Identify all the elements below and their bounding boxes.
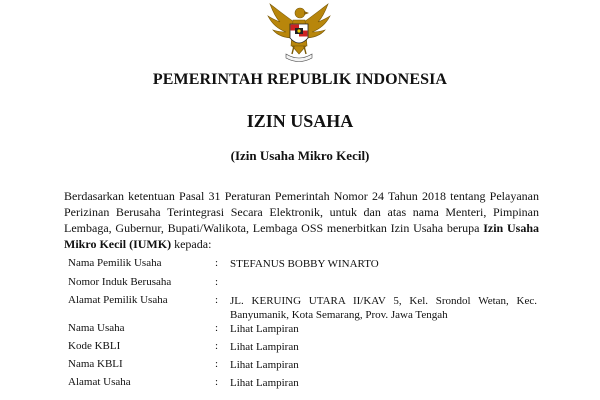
- field-value: Lihat Lampiran: [230, 359, 299, 371]
- intro-bold-text: Izin Usaha Mikro Kecil (IUMK): [64, 221, 539, 251]
- garuda-emblem-icon: [264, 2, 334, 66]
- field-value: JL. KERUING UTARA II/KAV 5, Kel. Srondol Wetan, Kec. Banyumanik, Kota Semarang, Prov. Jawa Tengah: [230, 295, 537, 321]
- field-value: Lihat Lampiran: [230, 323, 299, 335]
- field-colon: :: [215, 358, 219, 370]
- field-value: Lihat Lampiran: [230, 377, 299, 389]
- field-label: Alamat Pemilik Usaha: [68, 294, 168, 306]
- field-colon: :: [215, 257, 219, 269]
- field-label: Nama Usaha: [68, 322, 125, 334]
- field-label: Kode KBLI: [68, 340, 121, 352]
- intro-text-end: kepada:: [171, 237, 212, 251]
- intro-text: Berdasarkan ketentuan Pasal 31 Peraturan Pemerintah Nomor 24 Tahun 2018 tentang Pelayanan Perizinan Berusaha Terintegrasi Secara Elektronik, untuk dan atas nama Menteri, Pimpinan Lembaga, Gubernur, Bupati/Walikota, Lembaga OSS menerbitkan Izin Usaha berupa: [64, 189, 539, 235]
- field-value: STEFANUS BOBBY WINARTO: [230, 258, 379, 270]
- document-title: IZIN USAHA: [246, 111, 354, 131]
- field-label: Nama Pemilik Usaha: [68, 257, 162, 269]
- field-label: Alamat Usaha: [68, 376, 131, 388]
- intro-paragraph: [64, 188, 539, 252]
- field-colon: :: [215, 376, 219, 388]
- field-colon: :: [215, 340, 219, 352]
- government-heading: PEMERINTAH REPUBLIK INDONESIA: [152, 71, 448, 88]
- field-colon: :: [215, 276, 219, 288]
- field-colon: :: [215, 294, 219, 306]
- field-colon: :: [215, 322, 219, 334]
- field-label: Nama KBLI: [68, 358, 123, 370]
- document-subtitle: (Izin Usaha Mikro Kecil): [230, 148, 370, 163]
- field-label: Nomor Induk Berusaha: [68, 276, 172, 288]
- field-value: Lihat Lampiran: [230, 341, 299, 353]
